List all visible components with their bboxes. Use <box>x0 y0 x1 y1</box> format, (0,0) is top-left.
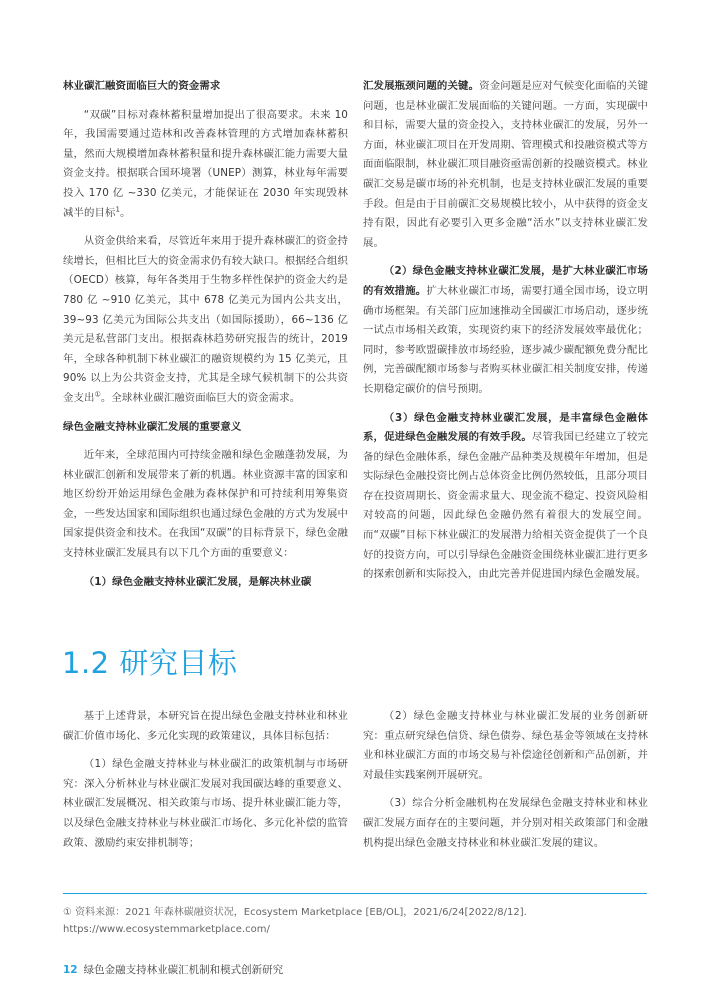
footnote-ref-1: 1 <box>115 205 121 214</box>
point-2-bold: （2）绿色金融支持林业碳汇发展，是扩大林业碳汇市场的有效措施。 <box>363 265 648 297</box>
left-column-top <box>63 77 348 592</box>
page-footer <box>63 962 283 977</box>
point-3-text: 尽管我国已经建立了较完备的绿色金融体系，绿色金融产品种类及规模年年增加，但是实际绿色金融投资比例占总体资金比例仍然较低，且部分项目存在投资周期长、资金需求量大、现金流不稳定、投资风险相对较高的问题，因此绿色金融仍然有着很大的发展空间。而“双碳”目标下林业碳汇的发展潜力给相关资金提供了一个良好的投资方向，可以引导绿色金融资金围绕林业碳汇进行更多的探索创新和实际投入，由此完善并促进国内绿色金融发展。 <box>363 431 648 581</box>
point-1-text: 资金问题是应对气候变化面临的关键问题，也是林业碳汇发展面临的关键问题。一方面，实现碳中和目标，需要大量的资金投入，支持林业碳汇的发展，另外一方面，林业碳汇项目在开发周期、管理模式和投融资模式等方面面临限制，林业碳汇项目融资亟需创新的投融资模式。林业碳汇交易是碳市场的补充机制，也是支持林业碳汇发展的重要手段。但是由于目前碳汇交易规模比较小，从中获得的资金支持有限，因此有必要引入更多金融“活水”以支持林业碳汇发展。 <box>363 80 648 249</box>
paragraph-funding-supply <box>63 232 348 408</box>
right-column-top <box>363 77 648 585</box>
page-number: 12 <box>63 964 78 976</box>
paragraph-point-1 <box>363 77 648 253</box>
paragraph-objective-2: （2）绿色金融支持林业与林业碳汇发展的业务创新研究：重点研究绿色信贷、绿色债券、绿色基金等领域在支持林业和林业碳汇方面的市场交易与补偿途径创新和产品创新，并对最佳实践案例开展研究。 <box>363 710 648 781</box>
section-title: 1.2 研究目标 <box>62 646 238 680</box>
point-1-bold: 汇发展瓶颈问题的关键。 <box>363 80 480 92</box>
paragraph-point-1-start: （1）绿色金融支持林业碳汇发展，是解决林业碳 <box>83 575 312 588</box>
paragraph-funding-supply-end: 。全球林业碳汇融资面临巨大的资金需求。 <box>100 391 301 404</box>
subheading-funding-demand: 林业碳汇融资面临巨大的资金需求 <box>63 80 221 92</box>
paragraph-carbon-goal-end: 。 <box>120 206 131 219</box>
footer-title: 绿色金融支持林业碳汇机制和模式创新研究 <box>83 964 284 976</box>
paragraph-objective-3: （3）综合分析金融机构在发展绿色金融支持林业和林业碳汇发展方面存在的主要问题，并分别对相关政策部门和金融机构提出绿色金融支持林业和林业碳汇发展的建议。 <box>363 797 648 849</box>
paragraph-carbon-goal <box>63 106 348 224</box>
right-column-bottom <box>363 707 648 853</box>
paragraph-objectives-intro: 基于上述背景，本研究旨在提出绿色金融支持林业和林业碳汇价值市场化、多元化实现的政策建议，具体目标包括： <box>63 710 348 742</box>
subheading-green-finance-significance: 绿色金融支持林业碳汇发展的重要意义 <box>63 420 242 433</box>
paragraph-green-finance-trend: 近年来，全球范围内可持续金融和绿色金融蓬勃发展，为林业碳汇创新和发展带来了新的机遇。林业资源丰富的国家和地区纷纷开始运用绿色金融为森林保护和可持续利用筹集资金，一些发达国家和国际组织也通过绿色金融的方式为发展中国家提供资金和技术。在我国“双碳”的目标背景下，绿色金融支持林业碳汇发展具有以下几个方面的重要意义： <box>63 449 348 560</box>
footnote-ref-circled-1: ① <box>94 390 101 399</box>
paragraph-carbon-goal-text: “双碳”目标对森林蓄积量增加提出了很高要求。未来 10 年，我国需要通过造林和改善森林管理的方式增加森林蓄积量，然而大规模增加森林蓄积量和提升森林碳汇能力需要大量资金支持。根据联合国环境署（UNEP）测算，林业每年需要投入 170 亿 ~330 亿美元，才能保证在 2030 年实现毁林减半的目标 <box>63 108 348 219</box>
paragraph-objective-1: （1）绿色金融支持林业与林业碳汇的政策机制与市场研究：深入分析林业与林业碳汇发展对我国碳达峰的重要意义、林业碳汇发展概况、相关政策与市场、提升林业碳汇能力等，以及绿色金融支持林业与林业碳汇市场化、多元化补偿的监管政策、激励约束安排机制等； <box>63 758 348 849</box>
paragraph-point-2 <box>363 262 648 399</box>
point-3-bold: （3）绿色金融支持林业碳汇发展，是丰富绿色金融体系，促进绿色金融发展的有效手段。 <box>363 411 648 444</box>
footnote: ① 资料来源：2021 年森林碳融资状况，Ecosystem Marketplace [EB/OL]，2021/6/24[2022/8/12]. https://www.ecosystemmarketplace.com/ <box>63 907 527 935</box>
paragraph-funding-supply-text: 从资金供给来看，尽管近年来用于提升森林碳汇的资金持续增长，但相比巨大的资金需求仍有较大缺口。根据经合组织（OECD）核算，每年各类用于生物多样性保护的资金大约是 780 亿 ~910 亿美元，其中 678 亿美元为国内公共支出，39~93 亿美元为国际公共支出（如国际援助），66~136 亿美元是私营部门支出。根据森林趋势研究报告的统计，2019 年，全球各种机制下林业碳汇的融资规模约为 15 亿美元，且 90% 以上为公共资金支持，尤其是全球气候机制下的公共资金支出 <box>63 235 348 404</box>
footnote-divider <box>63 893 647 894</box>
point-2-text: 扩大林业碳汇市场，需要打通全国市场，设立明确市场框架。有关部门应加速推动全国碳汇市场启动，逐步统一试点市场相关政策，实现资约束下的经济发展效率最优化；同时，参考欧盟碳排放市场经验，逐步减少碳配额免费分配比例，完善碳配额市场参与者购买林业碳汇相关制度安排，传递长期稳定碳价的信号预期。 <box>363 284 648 395</box>
paragraph-point-3 <box>363 409 648 585</box>
left-column-bottom <box>63 707 348 853</box>
